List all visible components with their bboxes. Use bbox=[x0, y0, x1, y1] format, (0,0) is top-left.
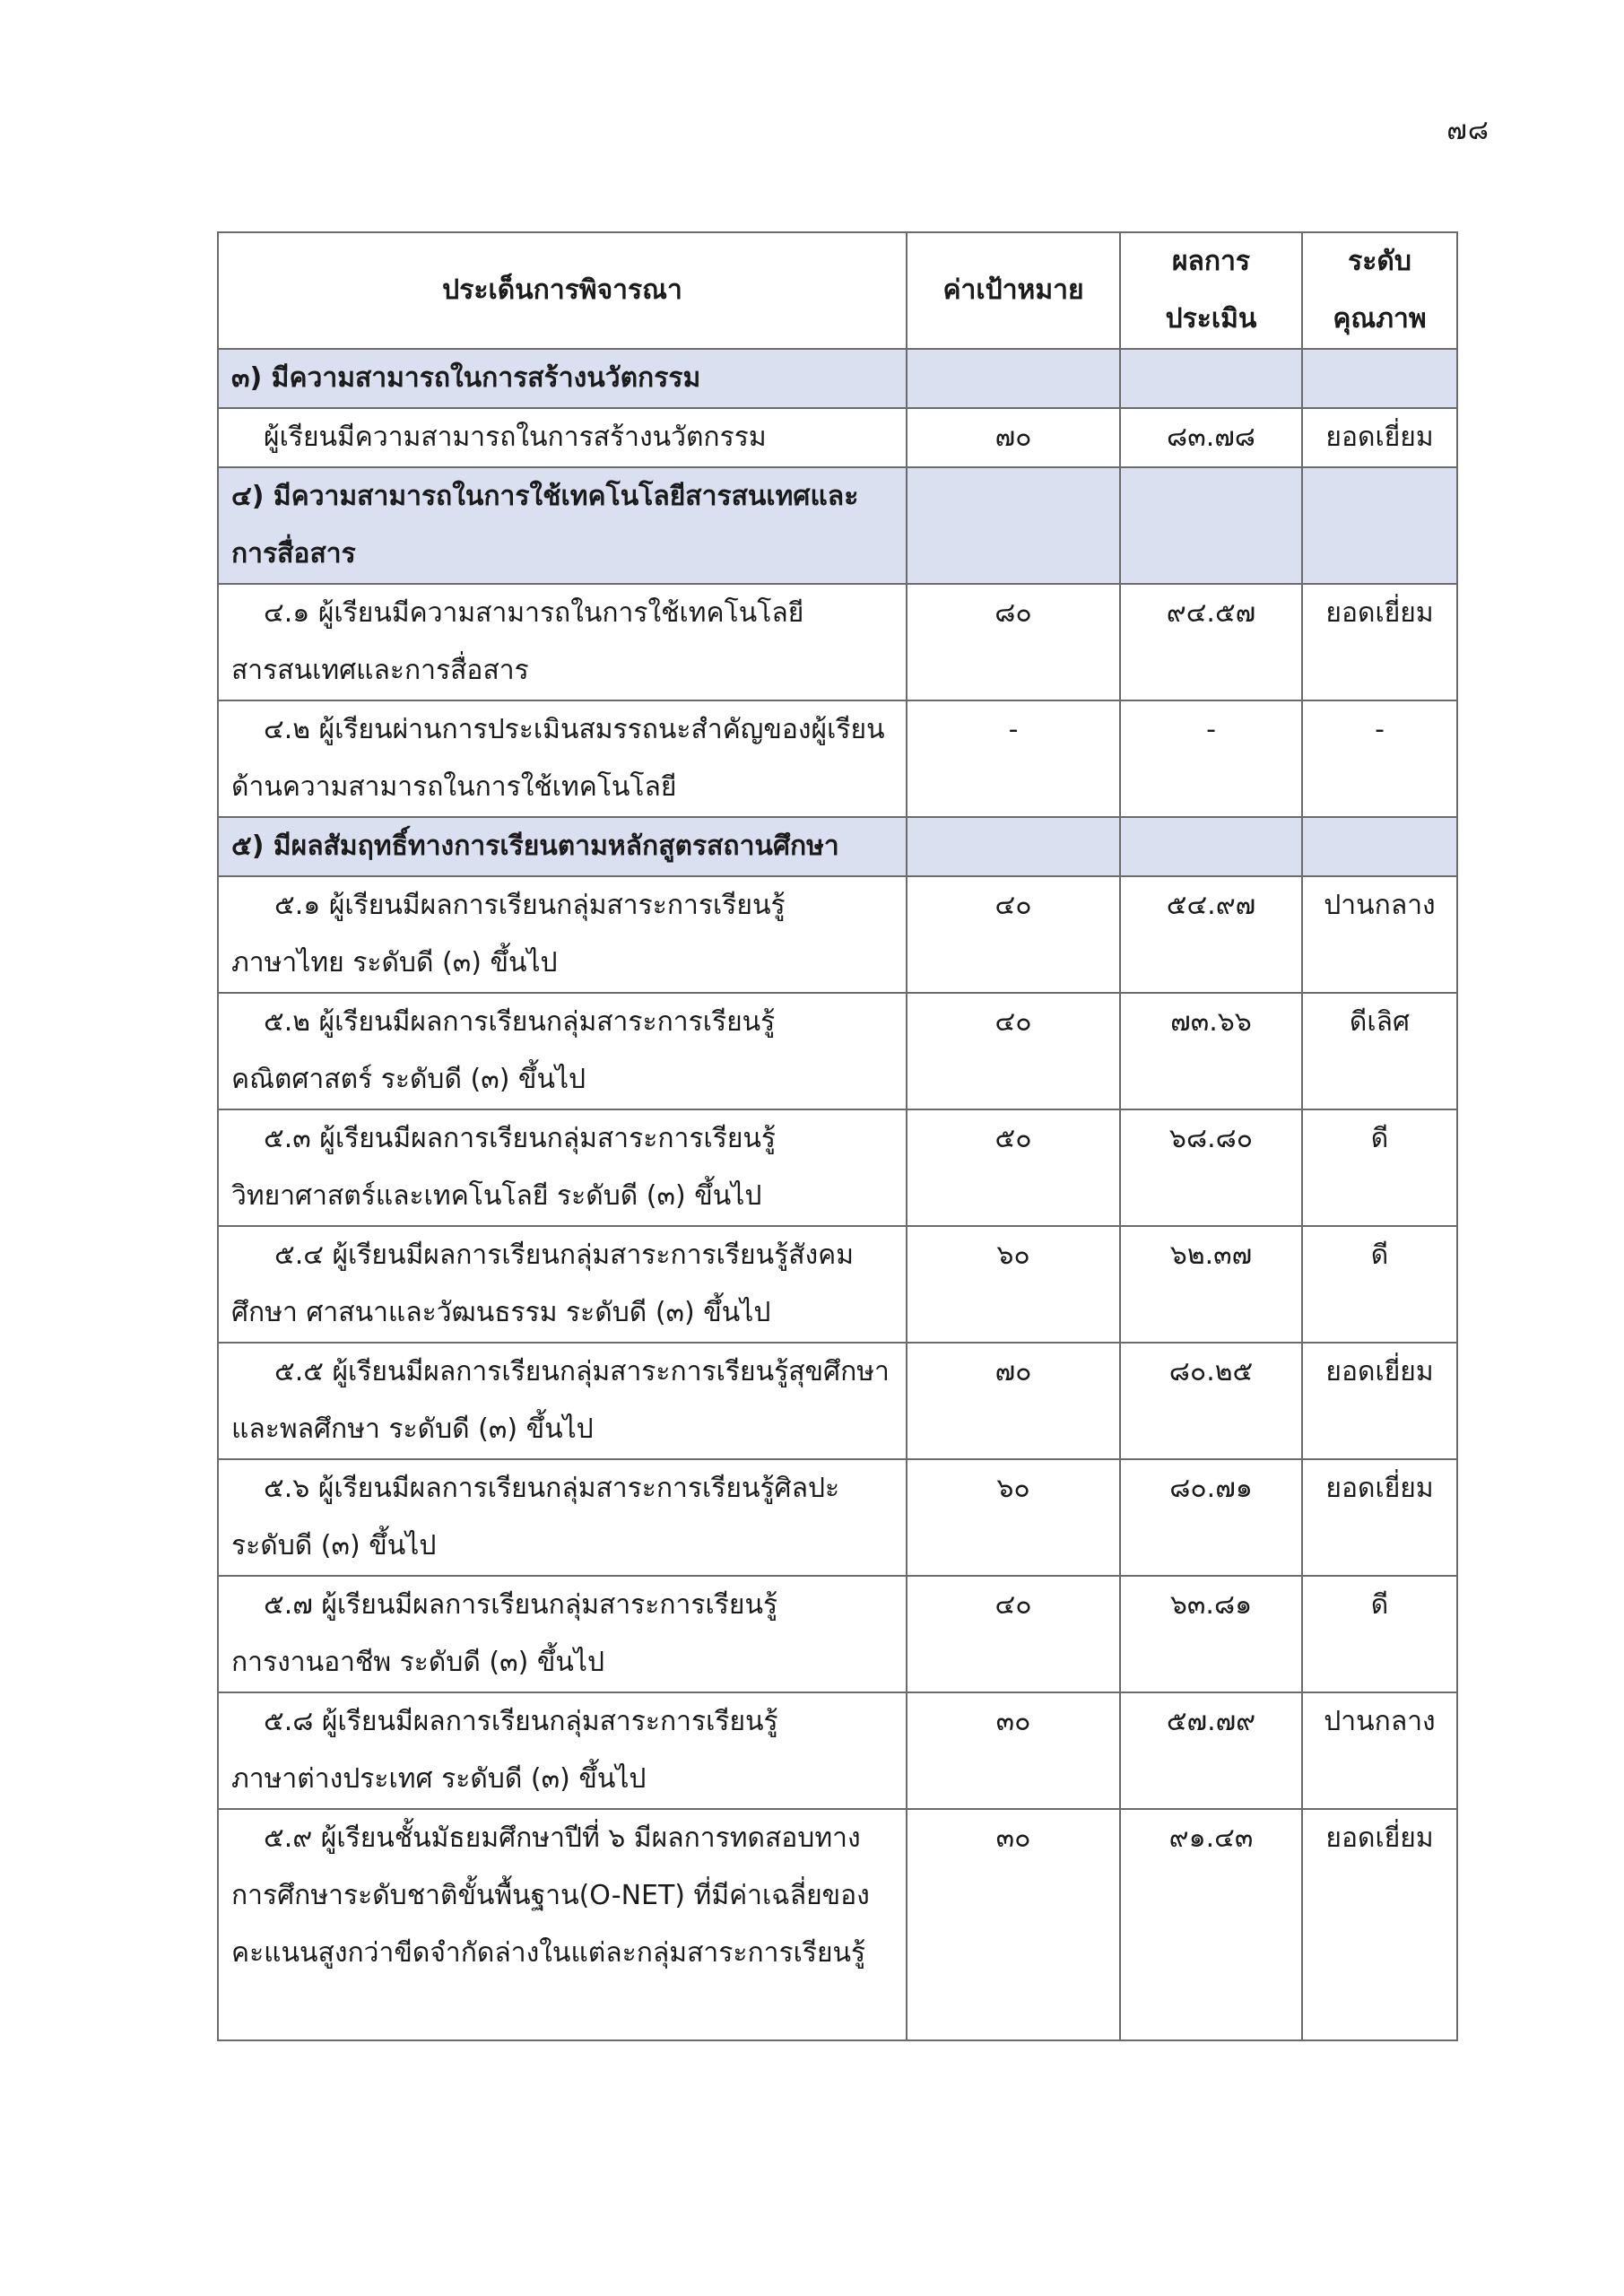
evaluation-table bbox=[217, 231, 1458, 2041]
section-empty-cell bbox=[1302, 467, 1457, 584]
criteria-line1: ๔.๒ ผู้เรียนผ่านการประเมินสมรรถนะสำคัญของผู้เรียน bbox=[264, 714, 885, 745]
criteria-cell bbox=[218, 408, 907, 467]
criteria-line2: คณิตศาสตร์ ระดับดี (๓) ขึ้นไป bbox=[231, 1064, 586, 1095]
section-title bbox=[218, 467, 907, 584]
criteria-cell bbox=[218, 1459, 907, 1576]
result-cell: ๘๓.๗๘ bbox=[1120, 408, 1302, 467]
table-row bbox=[218, 876, 1457, 993]
section-title: ๓) มีความสามารถในการสร้างนวัตกรรม bbox=[218, 349, 907, 408]
criteria-line2: ภาษาไทย ระดับดี (๓) ขึ้นไป bbox=[231, 947, 558, 978]
table-row bbox=[218, 1343, 1457, 1459]
criteria-line2: และพลศึกษา ระดับดี (๓) ขึ้นไป bbox=[231, 1413, 594, 1445]
criteria-cell bbox=[218, 1809, 907, 2040]
header-level-line1: ระดับ bbox=[1348, 246, 1411, 277]
criteria-cell bbox=[218, 1343, 907, 1459]
page-number: ๗๘ bbox=[1446, 115, 1489, 146]
target-cell: ๗๐ bbox=[907, 408, 1120, 467]
criteria-line1: ๔.๑ ผู้เรียนมีความสามารถในการใช้เทคโนโลยี bbox=[264, 597, 804, 629]
criteria-cell bbox=[218, 1226, 907, 1343]
target-cell: ๔๐ bbox=[907, 1576, 1120, 1692]
result-cell: ๕๗.๗๙ bbox=[1120, 1692, 1302, 1809]
criteria-line3: คะแนนสูงกว่าขีดจำกัดล่างในแต่ละกลุ่มสาระการเรียนรู้ bbox=[231, 1937, 866, 1969]
criteria-line1: ๕.๒ ผู้เรียนมีผลการเรียนกลุ่มสาระการเรียนรู้ bbox=[264, 1006, 776, 1038]
target-cell: ๓๐ bbox=[907, 1809, 1120, 2040]
section-empty-cell bbox=[1120, 467, 1302, 584]
criteria-line2: ด้านความสามารถในการใช้เทคโนโลยี bbox=[231, 771, 677, 803]
header-level bbox=[1302, 232, 1457, 349]
header-target: ค่าเป้าหมาย bbox=[907, 232, 1120, 349]
level-cell: ดีเลิศ bbox=[1302, 993, 1457, 1109]
result-cell: ๕๔.๙๗ bbox=[1120, 876, 1302, 993]
section-empty-cell bbox=[907, 349, 1120, 408]
target-cell: ๗๐ bbox=[907, 1343, 1120, 1459]
criteria-cell bbox=[218, 1109, 907, 1226]
result-cell: ๖๒.๓๗ bbox=[1120, 1226, 1302, 1343]
criteria-line1: ๕.๔ ผู้เรียนมีผลการเรียนกลุ่มสาระการเรียนรู้สังคม bbox=[274, 1239, 855, 1271]
criteria-line2: การงานอาชีพ ระดับดี (๓) ขึ้นไป bbox=[231, 1647, 605, 1678]
target-cell: - bbox=[907, 700, 1120, 817]
target-cell: ๖๐ bbox=[907, 1226, 1120, 1343]
criteria-line1: ๕.๕ ผู้เรียนมีผลการเรียนกลุ่มสาระการเรียนรู้สุขศึกษา bbox=[274, 1356, 890, 1387]
criteria-line2: วิทยาศาสตร์และเทคโนโลยี ระดับดี (๓) ขึ้นไป bbox=[231, 1180, 762, 1212]
level-cell: ยอดเยี่ยม bbox=[1302, 408, 1457, 467]
header-result-line1: ผลการ bbox=[1171, 246, 1251, 277]
result-cell: ๘๐.๒๕ bbox=[1120, 1343, 1302, 1459]
header-result-line2: ประเมิน bbox=[1165, 303, 1257, 335]
level-cell: ปานกลาง bbox=[1302, 1692, 1457, 1809]
target-cell: ๖๐ bbox=[907, 1459, 1120, 1576]
table-row bbox=[218, 1109, 1457, 1226]
target-cell: ๘๐ bbox=[907, 584, 1120, 700]
target-cell: ๓๐ bbox=[907, 1692, 1120, 1809]
result-cell: ๗๓.๖๖ bbox=[1120, 993, 1302, 1109]
criteria-cell bbox=[218, 584, 907, 700]
criteria-line1: ๕.๑ ผู้เรียนมีผลการเรียนกลุ่มสาระการเรียนรู้ bbox=[274, 890, 786, 921]
table-row bbox=[218, 1576, 1457, 1692]
criteria-cell bbox=[218, 993, 907, 1109]
table-row bbox=[218, 1459, 1457, 1576]
level-cell: ยอดเยี่ยม bbox=[1302, 1343, 1457, 1459]
table-header-row bbox=[218, 232, 1457, 349]
section-title: ๕) มีผลสัมฤทธิ์ทางการเรียนตามหลักสูตรสถานศึกษา bbox=[218, 817, 907, 876]
level-cell: - bbox=[1302, 700, 1457, 817]
level-cell: ดี bbox=[1302, 1109, 1457, 1226]
criteria-line2: ศึกษา ศาสนาและวัฒนธรรม ระดับดี (๓) ขึ้นไป bbox=[231, 1297, 771, 1328]
level-cell: ยอดเยี่ยม bbox=[1302, 584, 1457, 700]
level-cell: ปานกลาง bbox=[1302, 876, 1457, 993]
section-empty-cell bbox=[1120, 817, 1302, 876]
criteria-cell bbox=[218, 1576, 907, 1692]
section-title-line1: ๔) มีความสามารถในการใช้เทคโนโลยีสารสนเทศและ bbox=[231, 481, 859, 512]
result-cell: - bbox=[1120, 700, 1302, 817]
level-cell: ดี bbox=[1302, 1576, 1457, 1692]
criteria-line1: ๕.๓ ผู้เรียนมีผลการเรียนกลุ่มสาระการเรียนรู้ bbox=[264, 1123, 777, 1154]
target-cell: ๔๐ bbox=[907, 993, 1120, 1109]
table-row bbox=[218, 993, 1457, 1109]
table-row bbox=[218, 1226, 1457, 1343]
section-row bbox=[218, 467, 1457, 584]
result-cell: ๖๘.๘๐ bbox=[1120, 1109, 1302, 1226]
criteria-cell bbox=[218, 700, 907, 817]
table-row bbox=[218, 584, 1457, 700]
result-cell: ๖๓.๘๑ bbox=[1120, 1576, 1302, 1692]
result-cell: ๘๐.๗๑ bbox=[1120, 1459, 1302, 1576]
criteria-line1: ๕.๘ ผู้เรียนมีผลการเรียนกลุ่มสาระการเรียนรู้ bbox=[264, 1706, 778, 1737]
section-row bbox=[218, 349, 1457, 408]
result-cell: ๙๑.๔๓ bbox=[1120, 1809, 1302, 2040]
result-cell: ๙๔.๕๗ bbox=[1120, 584, 1302, 700]
target-cell: ๔๐ bbox=[907, 876, 1120, 993]
section-empty-cell bbox=[1302, 349, 1457, 408]
header-criteria: ประเด็นการพิจารณา bbox=[218, 232, 907, 349]
section-empty-cell bbox=[1120, 349, 1302, 408]
criteria-line1: ๕.๖ ผู้เรียนมีผลการเรียนกลุ่มสาระการเรียนรู้ศิลปะ bbox=[264, 1473, 840, 1504]
criteria-line1: ผู้เรียนมีความสามารถในการสร้างนวัตกรรม bbox=[264, 422, 767, 453]
criteria-line1: ๕.๙ ผู้เรียนชั้นมัธยมศึกษาปีที่ ๖ มีผลการทดสอบทาง bbox=[264, 1822, 861, 1854]
table-row bbox=[218, 1809, 1457, 2040]
table-row bbox=[218, 408, 1457, 467]
criteria-line1: ๕.๗ ผู้เรียนมีผลการเรียนกลุ่มสาระการเรียนรู้ bbox=[264, 1589, 778, 1621]
criteria-cell bbox=[218, 1692, 907, 1809]
section-row bbox=[218, 817, 1457, 876]
header-result bbox=[1120, 232, 1302, 349]
level-cell: ดี bbox=[1302, 1226, 1457, 1343]
table-row bbox=[218, 1692, 1457, 1809]
table-row bbox=[218, 700, 1457, 817]
section-title-line2: การสื่อสาร bbox=[231, 538, 356, 570]
criteria-cell bbox=[218, 876, 907, 993]
level-cell: ยอดเยี่ยม bbox=[1302, 1809, 1457, 2040]
criteria-line2: ภาษาต่างประเทศ ระดับดี (๓) ขึ้นไป bbox=[231, 1763, 647, 1795]
target-cell: ๕๐ bbox=[907, 1109, 1120, 1226]
criteria-line2: การศึกษาระดับชาติขั้นพื้นฐาน(O-NET) ที่มีค่าเฉลี่ยของ bbox=[231, 1880, 870, 1911]
section-empty-cell bbox=[1302, 817, 1457, 876]
header-level-line2: คุณภาพ bbox=[1333, 303, 1427, 335]
criteria-line2: สารสนเทศและการสื่อสาร bbox=[231, 655, 529, 686]
section-empty-cell bbox=[907, 467, 1120, 584]
level-cell: ยอดเยี่ยม bbox=[1302, 1459, 1457, 1576]
criteria-line2: ระดับดี (๓) ขึ้นไป bbox=[231, 1530, 437, 1561]
section-empty-cell bbox=[907, 817, 1120, 876]
